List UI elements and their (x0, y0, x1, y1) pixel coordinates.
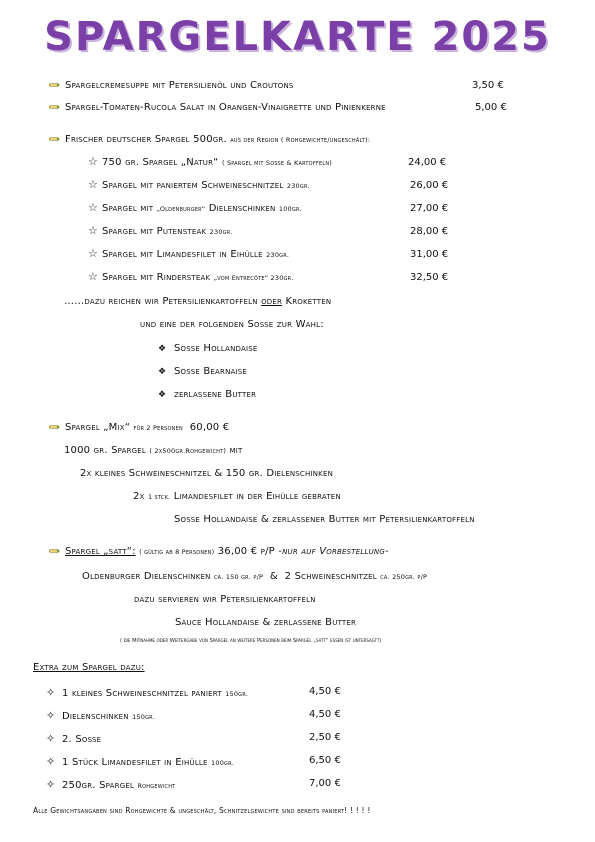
satt-price: 36,00 € p/P (217, 546, 275, 557)
price: 32,50 € (410, 272, 449, 283)
fresh-item: ☆ Spargel mit paniertem Schweineschnitzel 230gr. (88, 178, 310, 191)
fresh-item: ☆ 750 gr. Spargel „Natur“ ( Spargel mit Soße & Kartoffeln) (88, 155, 332, 168)
price: 6,50 € (309, 755, 341, 766)
extra-item: ✧ 1 Stück Limandesfilet in Eihülle 100gr. (46, 755, 235, 768)
price: 3,50 € (472, 80, 504, 91)
star-icon: ☆ (88, 178, 99, 191)
fresh-item: ☆ Spargel mit „Oldenburger“ Dielenschinken 100gr. (88, 201, 302, 214)
satt-disclaimer: ( die Mitnahme oder Weitergabe von Spargel an weitere Personen beim Spargel „satt“ essen ist untersagt!) (120, 638, 382, 644)
star-icon: ☆ (88, 201, 99, 214)
page-title: SPARGELKARTE 2025 (44, 14, 551, 60)
extra-item: ✧ 250gr. Spargel Rohgewicht (46, 778, 176, 791)
sauce-option: ❖ Soße Bearnaise (158, 366, 248, 377)
asparagus-icon (48, 81, 61, 89)
fresh-note: aus der Region ( Rohgewichte/ungeschält): (230, 136, 371, 144)
diamond-bullet-icon: ❖ (158, 390, 167, 400)
satt-title: Spargel „satt“: (65, 546, 136, 557)
fresh-header (48, 134, 370, 145)
satt-line-1: Oldenburger Dielenschinken ca. 150 gr. p/P & 2 Schweineschnitzel ca. 250gr. p/P (82, 571, 428, 582)
sparkle-icon: ✧ (46, 709, 56, 722)
fresh-title: Frischer deutscher Spargel 500gr. (65, 134, 227, 145)
sauce-intro: und eine der folgenden Soße zur Wahl: (140, 319, 324, 330)
sparkle-icon: ✧ (46, 686, 56, 699)
satt-header: Spargel „satt“: ( gültig ab 8 Personen) 36,00 € p/P -nur auf Vorbestellung- (48, 546, 389, 557)
asparagus-icon (48, 547, 61, 555)
sparkle-icon: ✧ (46, 755, 56, 768)
diamond-bullet-icon: ❖ (158, 344, 167, 354)
asparagus-icon (48, 103, 61, 111)
mix-title: Spargel „Mix“ (65, 422, 131, 433)
side-dish-line: ……dazu reichen wir Petersilienkartoffeln oder Kroketten (64, 296, 332, 307)
price: 24,00 € (408, 157, 447, 168)
extra-item: ✧ 2. Soße (46, 732, 102, 745)
asparagus-icon (48, 135, 61, 143)
mix-price: 60,00 € (189, 422, 230, 433)
fresh-item: ☆ Spargel mit Putensteak 230gr. (88, 224, 233, 237)
order-note: -nur auf Vorbestellung- (278, 546, 389, 557)
price: 27,00 € (410, 203, 449, 214)
sauce-option: ❖ Soße Hollandaise (158, 343, 258, 354)
menu-item-soup: Spargelcremesuppe mit Petersilienöl und Croutons (48, 80, 294, 91)
mix-line-1: 1000 gr. Spargel ( 2x500gr.Rohgewicht) mit (64, 445, 243, 456)
sparkle-icon: ✧ (46, 732, 56, 745)
price: 31,00 € (410, 249, 449, 260)
asparagus-icon (48, 423, 61, 431)
star-icon: ☆ (88, 270, 99, 283)
sauce-option: ❖ zerlassene Butter (158, 389, 257, 400)
price: 5,00 € (475, 102, 507, 113)
mix-line-3: 2x 1 stck. Limandesfilet in der Eihülle gebraten (133, 491, 341, 502)
mix-line-4: Soße Hollandaise & zerlassener Butter mit Petersilienkartoffeln (174, 514, 475, 525)
price: 7,00 € (309, 778, 341, 789)
price: 4,50 € (309, 709, 341, 720)
sparkle-icon: ✧ (46, 778, 56, 791)
price: 4,50 € (309, 686, 341, 697)
extra-item: ✧ Dielenschinken 150gr. (46, 709, 156, 722)
price: 26,00 € (410, 180, 449, 191)
star-icon: ☆ (88, 224, 99, 237)
extra-title: Extra zum Spargel dazu: (33, 662, 145, 673)
fresh-item: ☆ Spargel mit Limandesfilet in Eihülle 230gr. (88, 247, 290, 260)
price: 28,00 € (410, 226, 449, 237)
diamond-bullet-icon: ❖ (158, 367, 167, 377)
footer-note: Alle Gewichtsangaben sind Rohgewichte & ungeschält, Schnitzelgewichte sind bereits paniert! ! ! ! ! (33, 806, 371, 815)
satt-line-3: Sauce Hollandaise & zerlassene Butter (175, 617, 357, 628)
satt-line-2: dazu servieren wir Petersilienkartoffeln (134, 594, 316, 605)
fresh-item: ☆ Spargel mit Rindersteak „vom Entrecôte“ 230gr. (88, 270, 294, 283)
menu-item-salad: Spargel-Tomaten-Rucola Salat in Orangen-Vinaigrette und Pinienkerne (48, 102, 386, 113)
star-icon: ☆ (88, 155, 99, 168)
extra-item: ✧ 1 kleines Schweineschnitzel paniert 150gr. (46, 686, 249, 699)
star-icon: ☆ (88, 247, 99, 260)
price: 2,50 € (309, 732, 341, 743)
mix-header: Spargel „Mix“ für 2 Personen 60,00 € (48, 422, 229, 433)
mix-line-2: 2x kleines Schweineschnitzel & 150 gr. Dielenschinken (80, 468, 334, 479)
